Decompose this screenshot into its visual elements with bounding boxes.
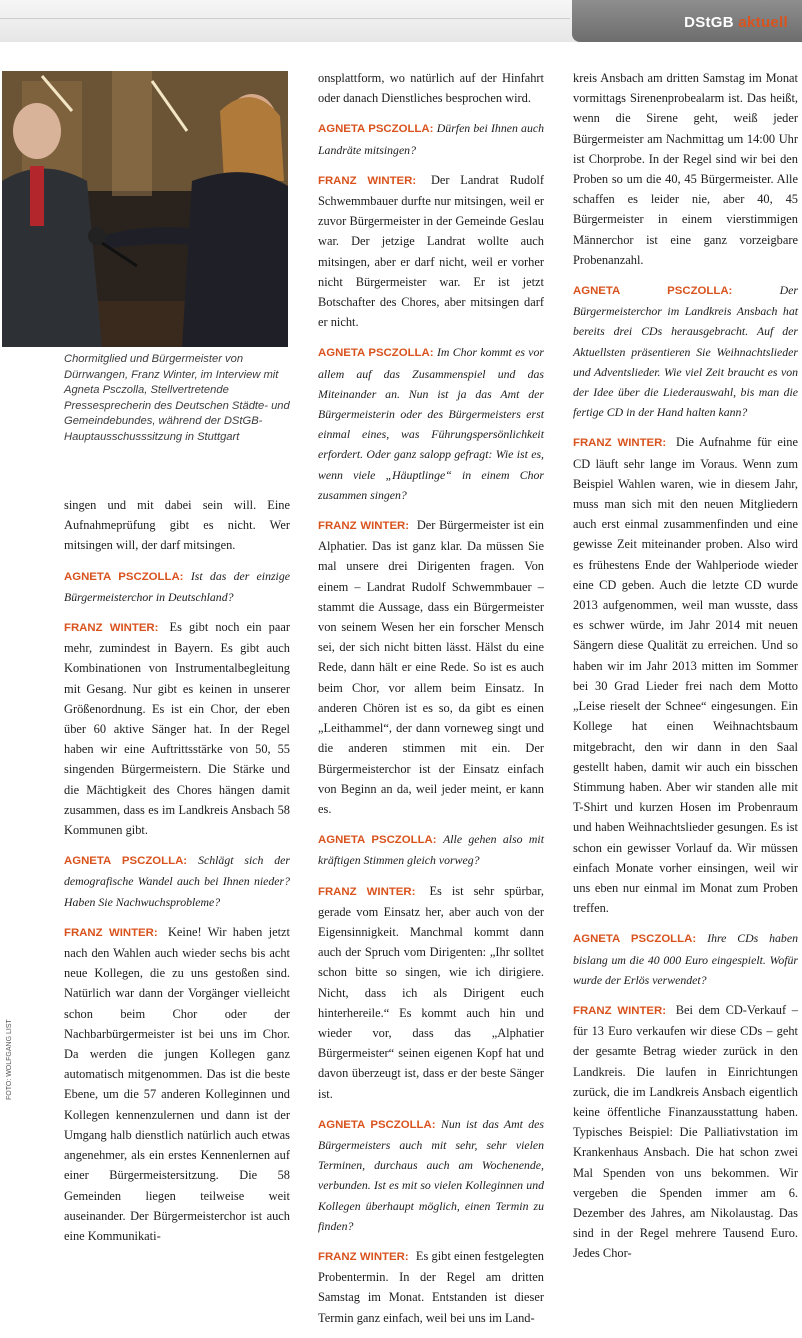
paragraph-text: Bei dem CD-Verkauf – für 13 Euro verkaufen wir diese CDs – geht der gesamte Betrag wieder zurück in den Landkreis. Die laufen in Einrichtungen zurück, die im Landkreis Ansbach eigentlich keine öffentliche Finanzausstattung haben. Typisches Beispiel: Die Palliativstation im Krankenhaus Ansbach. Die hat schon zwei Mal Spenden von uns bekommen. Wir vergeben die Spenden immer am 6. Dezember des Jahres, am Nikolaustag. Das sind in der Regel mehrere Tausend Euro. Jedes Chor-: [573, 1002, 798, 1261]
interview-question: [318, 1114, 544, 1236]
photo-caption: Chormitglied und Bürgermeister von Dürrwangen, Franz Winter, im Interview mit Agneta Psczolla, Stellvertretende Pressesprecherin des Deutschen Städte- und Gemeindebundes, während der DStGB-Hauptausschusssitzung in Stuttgart: [64, 353, 290, 443]
speaker-name: AGNETA PSCZOLLA:: [573, 933, 697, 946]
interview-question: [573, 280, 798, 422]
interview-answer: [318, 881, 544, 1104]
paragraph-text: Es gibt noch ein paar mehr, zumindest in Bayern. Es gibt auch Kombinationen von Instrumentalbegleitung mit Gesang. Nur gibt es keinen in unserer Größenordnung. Es ist ein Chor, der eben über 60 aktive Sänger hat. In der Regel haben wir eine Auftrittsstärke von 50, 55 singenden Bürgermeistern. Die Stärke und die Mächtigkeit des Chores hängen damit zusammen, dass es im Landkreis Ansbach 58 Kommunen gibt.: [64, 620, 290, 838]
interview-answer: [318, 170, 544, 333]
speaker-name: AGNETA PSCZOLLA:: [318, 834, 437, 847]
paragraph-text: singen und mit dabei sein will. Eine Aufnahmeprüfung gibt es nicht. Wer mitsingen will, der darf mitsingen.: [64, 498, 290, 553]
interview-photo: [2, 71, 288, 347]
interview-question: [318, 829, 544, 870]
photo-credit: FOTO: WOLFGANG LIST: [6, 1019, 13, 1100]
interview-photo-illustration: [2, 71, 288, 347]
speaker-name: AGNETA PSCZOLLA:: [318, 347, 434, 360]
paragraph-text: kreis Ansbach am dritten Samstag im Monat vormittags Sirenenprobealarm ist. Das heißt, wenn die Sirene geht, weiß jeder Bürgermeister am Nachmittag um 14:00 Uhr ist Chorprobe. In der Regel sind wir bei den Proben so um die 40, 45 Bürgermeister. Alle schaffen es leider nie, aber 40, 45 Bürgermeister in einem vierstimmigen Männerchor ist eine ganz vorzeigbare Probenanzahl.: [573, 71, 798, 267]
article-column-2: [318, 68, 544, 1338]
speaker-name: AGNETA PSCZOLLA:: [64, 570, 184, 583]
interview-question: [64, 850, 290, 912]
article-column-3: [573, 68, 798, 1274]
paragraph-text: Schlägt sich der demografische Wandel auch bei Ihnen nieder? Haben Sie Nachwuchsprobleme?: [64, 853, 290, 909]
interview-answer: [64, 922, 290, 1246]
speaker-name: FRANZ WINTER:: [318, 1250, 409, 1263]
interview-answer: [64, 617, 290, 840]
speaker-name: AGNETA PSCZOLLA:: [318, 123, 434, 136]
paragraph-text: Es gibt einen festgelegten Probentermin. In der Regel am dritten Samstag im Monat. Entstanden ist dieser Termin ganz einfach, weil bei uns im Land-: [318, 1248, 544, 1325]
speaker-name: FRANZ WINTER:: [318, 520, 410, 533]
paragraph-text: Ist das der einzige Bürgermeisterchor in Deutschland?: [64, 568, 290, 604]
paragraph-text: Keine! Wir haben jetzt nach den Wahlen auch wieder sechs bis acht neue Kollegen, die zu uns gestoßen sind. Natürlich war dann der Vorgänger vielleicht schon beim Chor oder der Nachbarbürgermeister ist bei uns im Chor. Da werden die jungen Kollegen ganz automatisch mitgenommen. Das ist die beste Ebene, um die 57 anderen Kolleginnen und Kollegen kennenzulernen und dann ist der Umgang halb dienstlich natürlich auch etwas angenehmer, als ein erstes Kennenlernen auf einer Bürgermeistersitzung. Die 58 Gemeinden liegen teilweise weit auseinander. Der Bürgermeisterchor ist auch eine Kommunikati-: [64, 924, 290, 1243]
speaker-name: FRANZ WINTER:: [573, 437, 667, 450]
paragraph-text: Der Bürgermeisterchor im Landkreis Ansbach hat bereits drei CDs herausgebracht. Auf der Aktuellsten präsentieren Sie Weihnachtslieder und Adventslieder. Wie viel Zeit braucht es von der Idee über die Liederauswahl, bis man die fertige CD in der Hand halten kann?: [573, 283, 798, 420]
section-label: aktuell: [738, 14, 788, 31]
paragraph-text: Die Aufnahme für eine CD läuft sehr lange im Voraus. Wenn zum Beispiel Wahlen waren, wie in diesem Jahr, muss man sich mit den neuen Mitgliedern auch erst einmal zusammenfinden und eine gewisse Zeit miteinander proben. Also wird es frühestens Ende der Wahlperiode wieder eine CD geben. Auch die letzte CD wurde 2013 aufgenommen, weil man wusste, dass es schwer würde, im Jahr 2014 mit neuen Sängern diese Qualität zu erreichen. Und so haben wir im Jahr 2013 mitten im Sommer bei 30 Grad Lieder frei nach dem Motto „Leise rieselt der Schnee“ eingesungen. Ein Kollege hat einen Weihnachtsbaum mitgebracht, den wir dann in den Saal gestellt haben, damit wir auch ein bisschen Stimmung haben. Aber wir standen alle mit T-Shirt und kurzen Hosen im Probenraum und haben Weihnachtslieder gesungen. Es ist schon ein gewisser Vorlauf da. Wir müssen einfach Monate vorher einsingen, weil wir uns eben nur einmal im Monat zum Proben treffen.: [573, 435, 798, 916]
interview-answer: [573, 1000, 798, 1264]
speaker-name: FRANZ WINTER:: [573, 1004, 667, 1017]
interview-question: [318, 118, 544, 159]
paragraph-text: Es ist sehr spürbar, gerade vom Einsatz her, aber auch von der Eigensinnigkeit. Manchmal kommt dann auch der Spruch vom Dirigenten: „Ihr solltet schon bitte so singen, wie ich dirigiere. Nicht, dass ich als Dirigent euch hinterhereile.“ Es kommt auch hin und wieder vor, dass das „Alphatier Bürgermeister“ seinen eigenen Kopf hat und davon überzeugt ist, dass er der beste Sänger ist.: [318, 883, 544, 1101]
speaker-name: AGNETA PSCZOLLA:: [318, 1118, 436, 1131]
interview-answer: [64, 495, 290, 556]
top-rule: [0, 18, 570, 19]
paragraph-text: Im Chor kommt es vor allem auf das Zusammenspiel und das Miteinander an. Nun ist ja das Amt der Bürgermeisterin oder des Bürgermeisters erst einmal eines, was Führungspersönlichkeit erfordert. Oder ganz salopp gefragt: Wie ist es, wenn viele „Häuptlinge“ in einem Chor zusammen singen?: [318, 345, 544, 502]
paragraph-text: onsplattform, wo natürlich auf der Hinfahrt oder danach Dienstliches besprochen wird.: [318, 71, 544, 106]
paragraph-text: Ihre CDs haben bislang um die 40 000 Euro eingespielt. Wofür wurde der Erlös verwendet?: [573, 931, 798, 987]
speaker-name: FRANZ WINTER:: [318, 885, 416, 898]
interview-answer: [318, 1246, 544, 1328]
speaker-name: AGNETA PSCZOLLA:: [64, 855, 188, 868]
interview-answer: [318, 68, 544, 108]
article-column-1: [64, 495, 290, 1256]
section-header: [572, 0, 802, 42]
speaker-name: FRANZ WINTER:: [64, 622, 159, 635]
paragraph-text: Nun ist das Amt des Bürgermeisters auch mit sehr, sehr vielen Terminen, durchaus auch am Wochenende, verbunden. Ist es mit so vielen Kolleginnen und Kollegen überhaupt möglich, einen Termin zu finden?: [318, 1116, 544, 1233]
interview-answer: [573, 68, 798, 270]
interview-question: [318, 342, 544, 505]
speaker-name: FRANZ WINTER:: [64, 926, 158, 939]
paragraph-text: Dürfen bei Ihnen auch Landräte mitsingen?: [318, 121, 544, 157]
paragraph-text: Alle gehen also mit kräftigen Stimmen gleich vorweg?: [318, 832, 544, 868]
paragraph-text: Der Landrat Rudolf Schwemmbauer durfte nur mitsingen, weil er zuvor Bürgermeister in der Gemeinde Geslau war. Der jetzige Landrat wollte auch mitsingen, aber er darf nicht, weil er vorher nicht Bürgermeister war. Er ist jetzt Botschafter des Chores, aber mitsingen darf er nicht.: [318, 172, 544, 330]
interview-answer: [318, 515, 544, 819]
interview-answer: [573, 432, 798, 918]
interview-question: [64, 566, 290, 607]
speaker-name: AGNETA PSCZOLLA:: [573, 285, 733, 298]
interview-question: [573, 928, 798, 990]
paragraph-text: Der Bürgermeister ist ein Alphatier. Das ist ganz klar. Da müssen Sie mal unsere drei Dirigenten fragen. Von einem – Landrat Rudolf Schwemmbauer – stammt die Aussage, dass ein Bürgermeister von seinem Wesen her ein forscher Mensch sei, der sich nicht bitten lässt. Hälst du eine Rede, dann hält er eine Rede. So ist es auch beim Chor, vor allem beim Einsatz. In anderen Chören ist es so, da gibt es einen „Leithammel“, der dann vorneweg singt und die anderen stimmen mit ein. Der Bürgermeisterchor ist der Einsatz einfach von Beginn an da, weil jeder meint, er kann es.: [318, 518, 544, 816]
brand-label: DStGB: [684, 14, 734, 31]
speaker-name: FRANZ WINTER:: [318, 174, 417, 187]
